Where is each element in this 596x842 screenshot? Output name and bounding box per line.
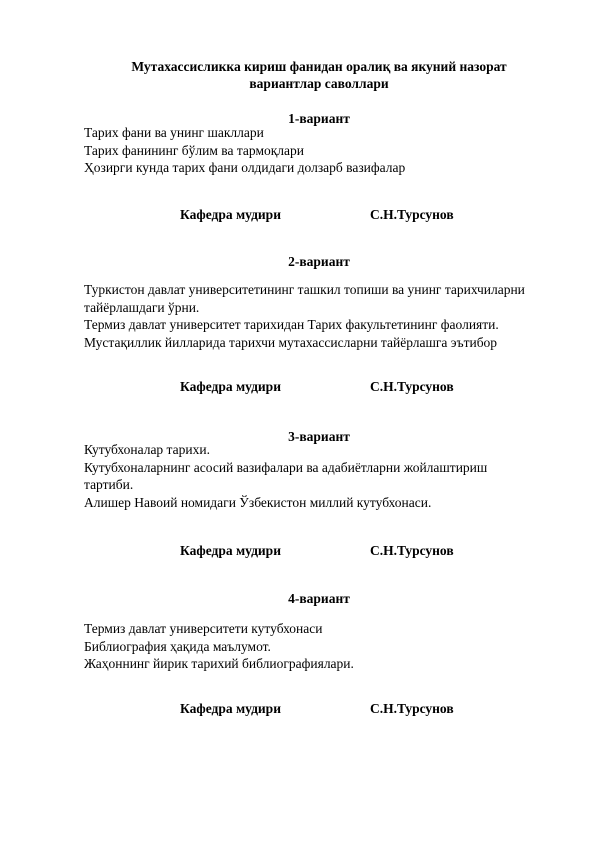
variant-1-signature [0,206,596,223]
question-item: Тарих фанининг бўлим ва тармоқлари [84,142,304,158]
variant-2-questions [84,281,564,351]
variant-4-signature [0,700,596,717]
question-item: Ҳозирги кунда тарих фани олдидаги долзарб вазифалар [84,160,406,175]
question-item: тайёрлашдаги ўрни. [84,299,200,315]
signature-name: С.Н.Турсунов [370,207,454,222]
signature-name: С.Н.Турсунов [370,701,454,716]
question-item: Жаҳоннинг йирик тарихий библиографиялари. [84,656,354,671]
variant-4-questions [84,620,564,673]
question-item: Кутубхоналарнинг асосий вазифалари ва адабиётларни жойлаштириш [84,459,488,475]
signature-role: Кафедра мудири [180,379,281,394]
variant-2-heading: 2-вариант [288,254,350,269]
variant-1-questions [84,124,564,177]
question-item: Мустақиллик йилларида тарихчи мутахассисларни тайёрлашга эътибор [84,334,498,350]
question-item: Тарих фани ва унинг шакллари [84,125,264,140]
variant-3-heading: 3-вариант [288,429,350,444]
signature-name: С.Н.Турсунов [370,379,454,394]
question-item: Кутубхоналар тарихи. [84,442,210,457]
question-item: Термиз давлат университети кутубхонаси [84,621,323,636]
question-item: Термиз давлат университет тарихидан Тарих факультетининг фаолияти. [84,317,499,332]
question-item: Библиография ҳақида маълумот. [84,638,271,654]
signature-role: Кафедра мудири [180,543,281,558]
question-item: тартиби. [84,477,134,492]
question-item: Алишер Навоий номидаги Ўзбекистон миллий кутубхонаси. [84,494,432,510]
variant-3-questions [84,441,564,511]
variant-4-heading: 4-вариант [288,591,350,606]
document-title-line-2: вариантлар саволлари [249,76,389,91]
signature-name: С.Н.Турсунов [370,543,454,558]
signature-role: Кафедра мудири [180,701,281,716]
variant-3-signature [0,542,596,559]
variant-2-signature [0,378,596,395]
question-item: Туркистон давлат университетининг ташкил топиши ва унинг тарихчиларни [84,282,525,297]
document-title-line-1: Мутахассисликка кириш фанидан оралиқ ва якуний назорат [131,59,507,74]
variant-1-heading: 1-вариант [288,111,350,126]
signature-role: Кафедра мудири [180,207,281,222]
